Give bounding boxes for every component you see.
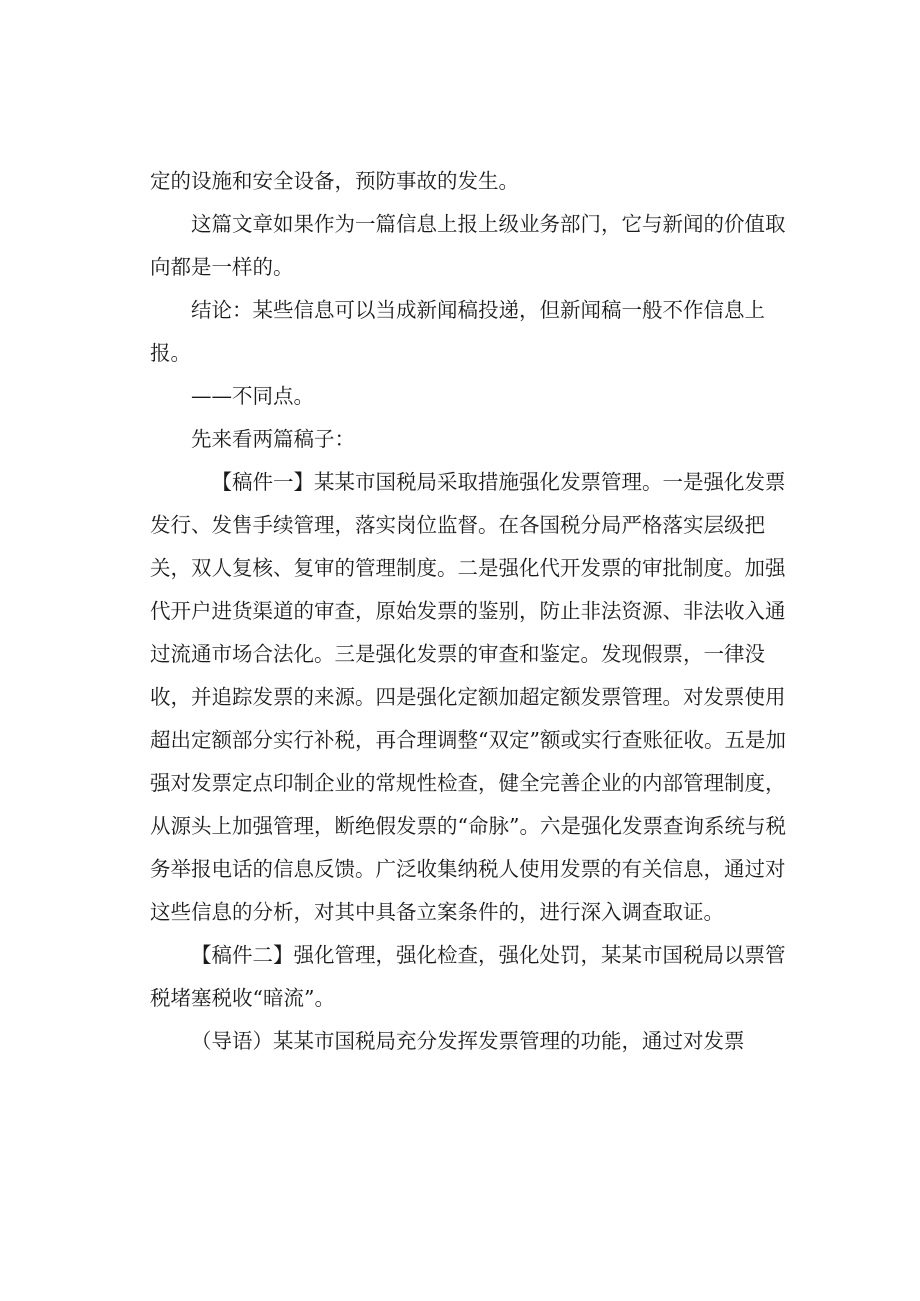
paragraph-lead: （导语）某某市国税局充分发挥发票管理的功能，通过对发票 <box>191 1029 745 1053</box>
paragraph-draft-two: 【稿件二】强化管理，强化检查，强化处罚，某某市国税局以票管税堵塞税收“暗流”。 <box>150 943 786 1010</box>
paragraph-continuation: 定的设施和安全设备，预防事故的发生。 <box>150 169 519 193</box>
document-body <box>150 160 805 1063</box>
paragraph-conclusion: 结论：某些信息可以当成新闻稿投递，但新闻稿一般不作信息上报。 <box>150 298 765 365</box>
paragraph-draft-one: 【稿件一】某某市国税局采取措施强化发票管理。一是强化发票发行、发售手续管理，落实岗位监督。在各国税分局严格落实层级把关，双人复核、复审的管理制度。二是强化代开发票的审批制度。加强代开户进货渠道的审查，原始发票的鉴别，防止非法资源、非法收入通过流通市场合法化。三是强化发票的审查和鉴定。发现假票，一律没收，并追踪发票的来源。四是强化定额加超定额发票管理。对发票使用超出定额部分实行补税，再合理调整“双定”额或实行查账征收。五是加强对发票定点印制企业的常规性检查，健全完善企业的内部管理制度，从源头上加强管理，断绝假发票的“命脉”。六是强化发票查询系统与税务举报电话的信息反馈。广泛收集纳税人使用发票的有关信息，通过对这些信息的分析，对其中具备立案条件的，进行深入调查取证。 <box>150 470 786 924</box>
paragraph-info-report: 这篇文章如果作为一篇信息上报上级业务部门，它与新闻的价值取向都是一样的。 <box>150 212 786 279</box>
paragraph-intro: 先来看两篇稿子： <box>191 427 355 451</box>
paragraph-difference-heading: ——不同点。 <box>191 384 314 408</box>
